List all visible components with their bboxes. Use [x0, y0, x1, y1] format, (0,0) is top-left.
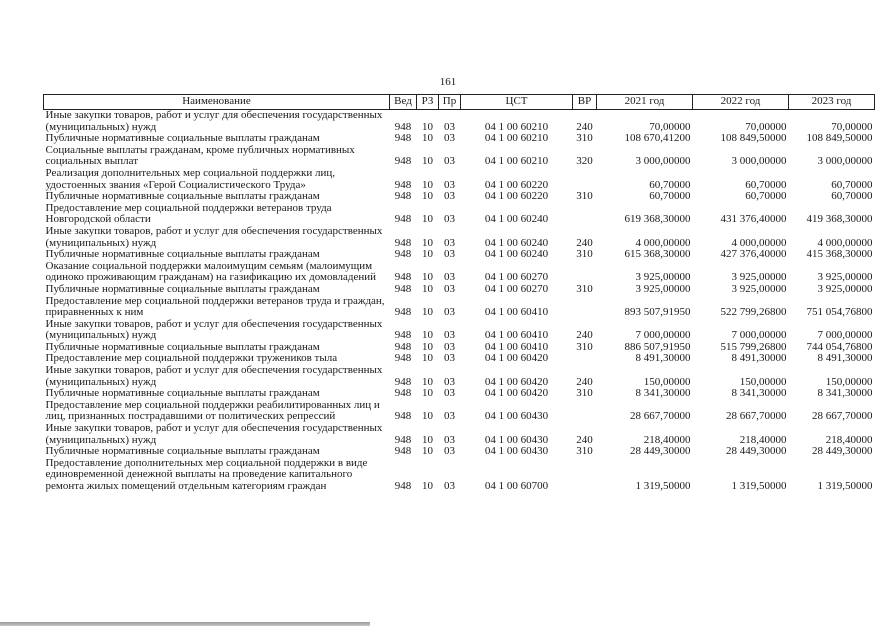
row-pr: 03 [444, 387, 455, 400]
table-row [44, 110, 875, 134]
row-2021: 28 667,70000 [630, 410, 691, 423]
row-2022: 28 449,30000 [726, 445, 787, 458]
table-row [44, 145, 875, 168]
row-2023: 150,00000 [825, 375, 873, 388]
row-2022: 431 376,40000 [720, 213, 787, 226]
row-2023: 1 319,50000 [817, 480, 873, 492]
row-rz: 10 [422, 352, 433, 365]
row-2022: 8 341,30000 [731, 387, 787, 400]
table-row [44, 261, 875, 284]
row-2023: 3 925,00000 [817, 271, 873, 284]
row-cst: 04 1 00 60220 [484, 190, 549, 203]
row-2023: 108 849,50000 [806, 132, 873, 145]
row-cst: 04 1 00 60210 [484, 132, 549, 145]
row-2022: 70,00000 [745, 120, 787, 133]
table-row [44, 365, 875, 388]
row-2021: 60,70000 [649, 178, 691, 191]
row-rz: 10 [422, 155, 433, 168]
row-ved: 948 [394, 271, 412, 284]
row-pr: 03 [444, 178, 455, 191]
row-pr: 03 [444, 190, 455, 203]
row-vr: 310 [576, 132, 593, 145]
row-2021: 1 319,50000 [635, 480, 691, 492]
row-2023: 28 449,30000 [812, 445, 873, 458]
row-vr [573, 168, 597, 191]
row-ved: 948 [394, 329, 412, 342]
row-cst: 04 1 00 60210 [484, 155, 549, 168]
table-row [44, 191, 875, 203]
row-ved: 948 [394, 410, 412, 423]
row-rz: 10 [422, 213, 433, 226]
row-2022: 7 000,00000 [731, 329, 787, 342]
table-row [44, 203, 875, 226]
row-name: Публичные нормативные социальные выплаты гражданам [45, 387, 320, 400]
row-vr [573, 353, 597, 365]
row-2021: 619 368,30000 [624, 213, 691, 226]
budget-table [43, 94, 875, 493]
row-name: Публичные нормативные социальные выплаты гражданам [45, 248, 320, 261]
row-2023: 415 368,30000 [806, 248, 873, 261]
table-row [44, 249, 875, 261]
row-name: Публичные нормативные социальные выплаты гражданам [45, 445, 320, 458]
header-2022: 2022 год [693, 95, 789, 110]
row-rz: 10 [422, 340, 433, 353]
row-name: Публичные нормативные социальные выплаты гражданам [45, 132, 320, 145]
row-name: Публичные нормативные социальные выплаты гражданам [45, 340, 320, 353]
row-2022: 4 000,00000 [731, 236, 787, 249]
row-name: Предоставление мер социальной поддержки реабилитированных лиц и лиц, признанных пострадавшими от политических репрессий [45, 398, 380, 423]
row-ved: 948 [394, 120, 412, 133]
header-vr: ВР [573, 95, 597, 110]
row-vr [573, 458, 597, 493]
row-2021: 4 000,00000 [635, 236, 691, 249]
row-rz: 10 [422, 306, 433, 319]
row-2021: 7 000,00000 [635, 329, 691, 342]
table-row [44, 296, 875, 319]
scan-edge [0, 622, 370, 626]
row-pr: 03 [444, 352, 455, 365]
row-cst: 04 1 00 60240 [484, 236, 549, 249]
row-2023: 419 368,30000 [806, 213, 873, 226]
row-name: Иные закупки товаров, работ и услуг для обеспечения государственных (муниципальных) нужд [45, 317, 383, 342]
table-row [44, 423, 875, 446]
row-2022: 3 925,00000 [731, 271, 787, 284]
row-pr: 03 [444, 410, 455, 423]
row-ved: 948 [394, 445, 412, 458]
row-rz: 10 [422, 329, 433, 342]
row-ved: 948 [394, 352, 412, 365]
row-pr: 03 [444, 236, 455, 249]
row-cst: 04 1 00 60210 [484, 120, 549, 133]
row-rz: 10 [422, 387, 433, 400]
row-pr: 03 [444, 248, 455, 261]
row-vr: 310 [576, 340, 593, 353]
row-2021: 615 368,30000 [624, 248, 691, 261]
row-vr: 240 [576, 329, 593, 342]
row-cst: 04 1 00 60430 [484, 445, 549, 458]
row-vr: 320 [576, 155, 593, 168]
row-name: Иные закупки товаров, работ и услуг для обеспечения государственных (муниципальных) нужд [45, 364, 383, 388]
row-rz: 10 [422, 445, 433, 458]
row-name: Публичные нормативные социальные выплаты гражданам [45, 282, 320, 295]
row-rz: 10 [422, 132, 433, 145]
row-ved: 948 [394, 213, 412, 226]
row-2021: 3 925,00000 [635, 282, 691, 295]
row-2023: 60,70000 [831, 178, 873, 191]
row-pr: 03 [444, 306, 455, 319]
row-cst: 04 1 00 60270 [484, 282, 549, 295]
row-rz: 10 [422, 433, 433, 446]
row-vr: 240 [576, 433, 593, 446]
row-name: Публичные нормативные социальные выплаты гражданам [45, 190, 320, 203]
row-pr: 03 [444, 213, 455, 226]
row-ved: 948 [394, 375, 412, 388]
row-vr: 310 [576, 190, 593, 203]
row-2022: 8 491,30000 [731, 352, 787, 365]
row-name: Оказание социальной поддержки малоимущим семьям (малоимущим одиноко проживающим гражданам) на газификацию их домовладений [45, 259, 377, 284]
row-name: Предоставление дополнительных мер социальной поддержки в виде единовременной денежной выплаты на проведение капитального ремонта жилых помещений отдельным категориям граждан [45, 456, 368, 492]
row-2022: 150,00000 [739, 375, 787, 388]
row-2022: 60,70000 [745, 178, 787, 191]
row-pr: 03 [444, 282, 455, 295]
row-rz: 10 [422, 410, 433, 423]
row-2021: 3 000,00000 [635, 155, 691, 168]
table-row [44, 168, 875, 191]
table-row [44, 400, 875, 423]
row-pr: 03 [444, 329, 455, 342]
row-2023: 70,00000 [831, 120, 873, 133]
row-2021: 8 491,30000 [635, 352, 691, 365]
row-ved: 948 [394, 248, 412, 261]
row-vr: 310 [576, 248, 593, 261]
row-ved: 948 [394, 480, 412, 492]
row-pr: 03 [444, 340, 455, 353]
table-header-row [44, 95, 875, 110]
row-name: Предоставление мер социальной поддержки тружеников тыла [45, 352, 338, 365]
row-rz: 10 [422, 120, 433, 133]
row-pr: 03 [444, 132, 455, 145]
row-2023: 8 491,30000 [817, 352, 873, 365]
table-body [44, 110, 875, 493]
row-cst: 04 1 00 60430 [484, 433, 549, 446]
row-cst: 04 1 00 60270 [484, 271, 549, 284]
row-2022: 515 799,26800 [720, 340, 787, 353]
row-2022: 3 925,00000 [731, 282, 787, 295]
row-2022: 522 799,26800 [720, 306, 787, 319]
row-rz: 10 [422, 271, 433, 284]
row-ved: 948 [394, 178, 412, 191]
row-2021: 28 449,30000 [630, 445, 691, 458]
row-ved: 948 [394, 433, 412, 446]
row-pr: 03 [444, 271, 455, 284]
row-ved: 948 [394, 306, 412, 319]
row-vr: 240 [576, 236, 593, 249]
row-pr: 03 [444, 445, 455, 458]
row-2022: 427 376,40000 [720, 248, 787, 261]
row-cst: 04 1 00 60410 [484, 340, 549, 353]
row-name: Предоставление мер социальной поддержки ветеранов труда и граждан, приравненных к ним [45, 294, 385, 319]
row-2023: 28 667,70000 [812, 410, 873, 423]
row-name: Социальные выплаты гражданам, кроме публичных нормативных социальных выплат [45, 143, 355, 168]
header-ved: Вед [390, 95, 417, 110]
row-ved: 948 [394, 340, 412, 353]
row-ved: 948 [394, 155, 412, 168]
row-vr [573, 203, 597, 226]
row-2023: 3 000,00000 [817, 155, 873, 168]
table-row [44, 319, 875, 342]
row-ved: 948 [394, 282, 412, 295]
row-2022: 3 000,00000 [731, 155, 787, 168]
row-rz: 10 [422, 248, 433, 261]
row-2021: 60,70000 [649, 190, 691, 203]
row-vr: 310 [576, 282, 593, 295]
row-2021: 886 507,91950 [624, 340, 691, 353]
row-2022: 218,40000 [739, 433, 787, 446]
row-name: Предоставление мер социальной поддержки ветеранов труда Новгородской области [45, 201, 332, 226]
row-2022: 60,70000 [745, 190, 787, 203]
table-row [44, 284, 875, 296]
row-ved: 948 [394, 132, 412, 145]
row-cst: 04 1 00 60430 [484, 410, 549, 423]
header-2021: 2021 год [597, 95, 693, 110]
row-rz: 10 [422, 178, 433, 191]
row-2023: 751 054,76800 [806, 306, 873, 319]
row-2021: 108 670,41200 [624, 132, 691, 145]
row-rz: 10 [422, 236, 433, 249]
row-cst: 04 1 00 60240 [484, 213, 549, 226]
header-rz: РЗ [417, 95, 439, 110]
header-2023: 2023 год [789, 95, 875, 110]
row-cst: 04 1 00 60420 [484, 387, 549, 400]
row-pr: 03 [444, 375, 455, 388]
row-name: Иные закупки товаров, работ и услуг для обеспечения государственных (муниципальных) нужд [45, 224, 383, 249]
row-cst: 04 1 00 60700 [484, 480, 549, 492]
page-number: 161 [439, 76, 457, 88]
row-vr: 240 [576, 375, 593, 388]
row-2023: 3 925,00000 [817, 282, 873, 295]
row-pr: 03 [444, 155, 455, 168]
row-2022: 1 319,50000 [731, 480, 787, 492]
row-2023: 4 000,00000 [817, 236, 873, 249]
row-ved: 948 [394, 387, 412, 400]
header-name: Наименование [44, 95, 390, 110]
row-cst: 04 1 00 60420 [484, 352, 549, 365]
row-cst: 04 1 00 60240 [484, 248, 549, 261]
row-cst: 04 1 00 60410 [484, 306, 549, 319]
row-name: Иные закупки товаров, работ и услуг для обеспечения государственных (муниципальных) нужд [45, 422, 383, 446]
row-ved: 948 [394, 236, 412, 249]
row-2021: 150,00000 [643, 375, 691, 388]
row-pr: 03 [444, 480, 455, 492]
row-name: Реализация дополнительных мер социальной поддержки лиц, удостоенных звания «Герой Социалистического Труда» [45, 166, 335, 191]
row-2021: 8 341,30000 [635, 387, 691, 400]
row-2021: 70,00000 [649, 120, 691, 133]
row-vr: 310 [576, 387, 593, 400]
row-ved: 948 [394, 190, 412, 203]
row-vr [573, 261, 597, 284]
row-2021: 218,40000 [643, 433, 691, 446]
row-vr: 240 [576, 120, 593, 133]
row-rz: 10 [422, 375, 433, 388]
row-rz: 10 [422, 190, 433, 203]
row-2021: 893 507,91950 [624, 306, 691, 319]
row-2022: 108 849,50000 [720, 132, 787, 145]
row-vr [573, 400, 597, 423]
row-2023: 218,40000 [825, 433, 873, 446]
header-pr: Пр [439, 95, 461, 110]
row-2021: 3 925,00000 [635, 271, 691, 284]
row-cst: 04 1 00 60410 [484, 329, 549, 342]
table-row [44, 226, 875, 249]
row-2023: 8 341,30000 [817, 387, 873, 400]
row-name: Иные закупки товаров, работ и услуг для обеспечения государственных (муниципальных) нужд [45, 109, 383, 133]
row-pr: 03 [444, 433, 455, 446]
row-rz: 10 [422, 282, 433, 295]
header-cst: ЦСТ [461, 95, 573, 110]
row-rz: 10 [422, 480, 433, 492]
row-vr [573, 296, 597, 319]
row-2022: 28 667,70000 [726, 410, 787, 423]
row-2023: 60,70000 [831, 190, 873, 203]
row-vr: 310 [576, 445, 593, 458]
row-pr: 03 [444, 120, 455, 133]
row-2023: 7 000,00000 [817, 329, 873, 342]
row-cst: 04 1 00 60420 [484, 375, 549, 388]
row-2023: 744 054,76800 [806, 340, 873, 353]
table-row [44, 458, 875, 493]
row-cst: 04 1 00 60220 [484, 178, 549, 191]
